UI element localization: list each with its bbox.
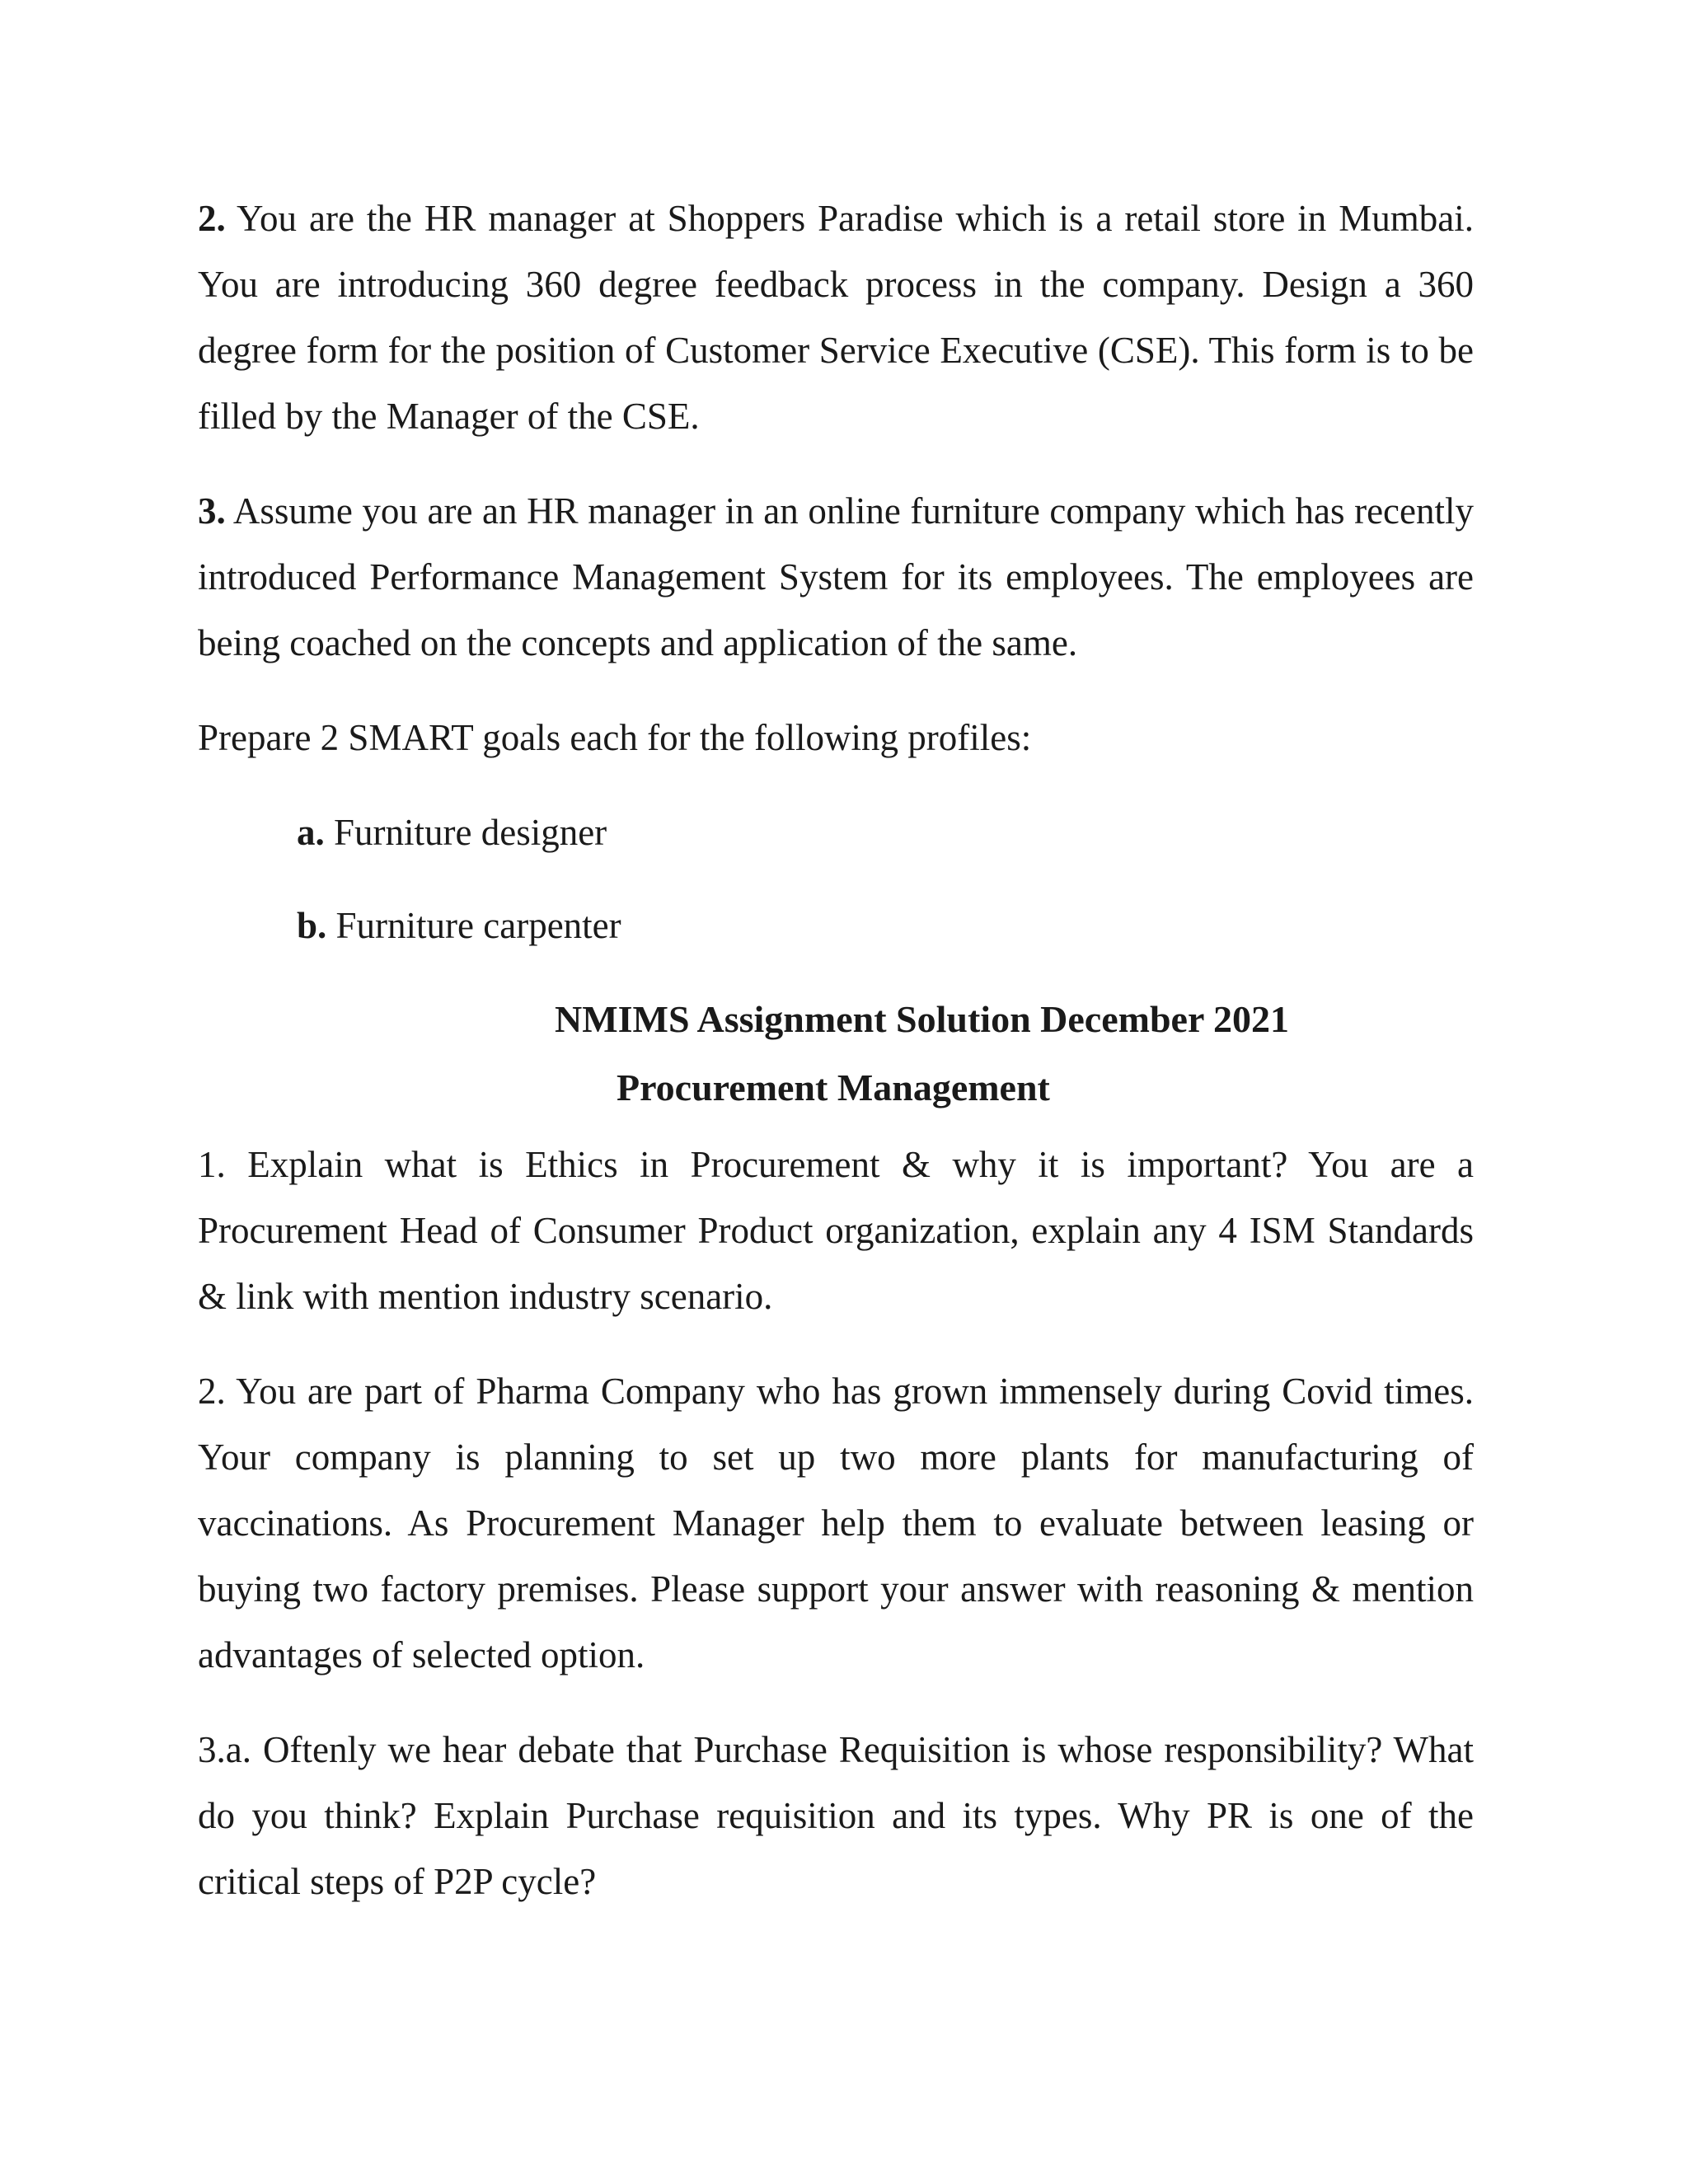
smart-goals-intro: Prepare 2 SMART goals each for the following profiles:	[198, 717, 1032, 758]
question-text: Assume you are an HR manager in an online furniture company which has recently introduced Performance Management System for its employees. The employees are being coached on the concepts and application of the same.	[198, 490, 1474, 663]
question-number: 3.	[198, 490, 226, 532]
profile-label: b.	[297, 905, 327, 946]
question-2-hr	[198, 185, 1474, 449]
question-number: 2.	[198, 198, 226, 239]
question-3-hr	[198, 478, 1474, 676]
profile-item-b	[297, 893, 621, 958]
profile-item-a	[297, 799, 607, 865]
subject-heading: Procurement Management	[617, 1066, 1050, 1108]
question-text: You are the HR manager at Shoppers Paradise which is a retail store in Mumbai. You are introducing 360 degree feedback process in the company. Design a 360 degree form for the position of Customer Service Executive (CSE). This form is to be filled by the Manager of the CSE.	[198, 198, 1474, 437]
profile-label: a.	[297, 812, 325, 853]
procurement-question-1: 1. Explain what is Ethics in Procurement & why it is important? You are a Procurement Head of Consumer Product organization, explain any 4 ISM Standards & link with mention industry scenario.	[198, 1144, 1474, 1317]
procurement-question-3a: 3.a. Oftenly we hear debate that Purchase Requisition is whose responsibility? What do you think? Explain Purchase requisition and its types. Why PR is one of the critical steps of P2P cycle?	[198, 1729, 1474, 1902]
section-heading: NMIMS Assignment Solution December 2021	[555, 998, 1290, 1040]
profile-text: Furniture carpenter	[326, 905, 621, 946]
procurement-question-2: 2. You are part of Pharma Company who has grown immensely during Covid times. Your company is planning to set up two more plants for manufacturing of vaccinations. As Procurement Manager help them to evaluate between leasing or buying two factory premises. Please support your answer with reasoning & mention advantages of selected option.	[198, 1371, 1474, 1675]
profile-text: Furniture designer	[324, 812, 607, 853]
